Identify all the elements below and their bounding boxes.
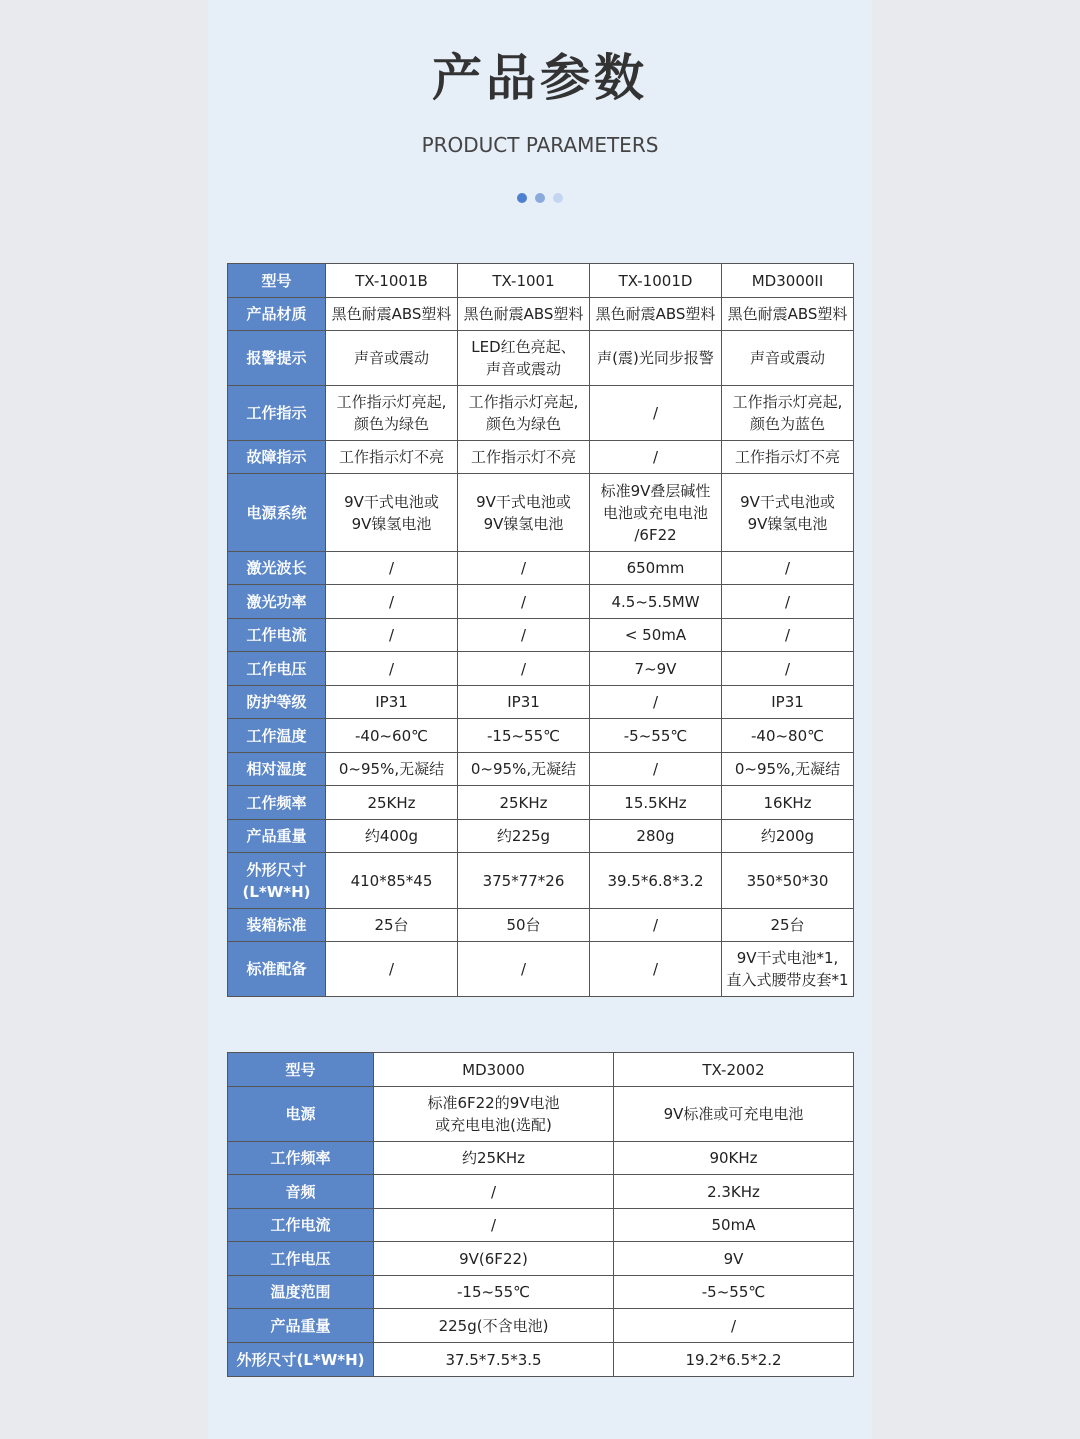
table-cell: /	[326, 552, 458, 585]
table-row	[228, 1276, 854, 1309]
table-row	[228, 753, 854, 786]
table-cell: 7~9V	[590, 652, 722, 686]
table-cell: /	[590, 753, 722, 786]
table-cell: 9V干式电池*1, 直入式腰带皮套*1	[722, 942, 854, 997]
table-row	[228, 1343, 854, 1377]
table-row	[228, 1175, 854, 1209]
table-row	[228, 441, 854, 474]
table-cell: 410*85*45	[326, 853, 458, 909]
table-row	[228, 1309, 854, 1343]
row-header-cell: 工作温度	[228, 719, 326, 753]
table-cell: 黑色耐震ABS塑料	[326, 298, 458, 331]
table-cell: 19.2*6.5*2.2	[614, 1343, 854, 1377]
table-row	[228, 853, 854, 909]
table-cell: 25台	[722, 909, 854, 942]
table-cell: -15~55℃	[374, 1276, 614, 1309]
table-cell: 0~95%,无凝结	[722, 753, 854, 786]
table-cell: IP31	[722, 686, 854, 719]
table-row	[228, 909, 854, 942]
table-row	[228, 298, 854, 331]
row-header-cell: 防护等级	[228, 686, 326, 719]
table-cell: -5~55℃	[590, 719, 722, 753]
table-cell: 9V干式电池或 9V镍氢电池	[458, 474, 590, 552]
table-cell: /	[326, 942, 458, 997]
table-row	[228, 820, 854, 853]
row-header-cell: 外形尺寸 (L*W*H)	[228, 853, 326, 909]
table-row	[228, 1209, 854, 1242]
table-cell: 650mm	[590, 552, 722, 585]
table-row	[228, 619, 854, 652]
row-header-cell: 工作电流	[228, 619, 326, 652]
table-cell: TX-2002	[614, 1053, 854, 1087]
table-cell: MD3000II	[722, 264, 854, 298]
table-row	[228, 1242, 854, 1276]
table-cell: 9V干式电池或 9V镍氢电池	[326, 474, 458, 552]
table-cell: 黑色耐震ABS塑料	[458, 298, 590, 331]
table-cell: /	[326, 585, 458, 619]
product-parameters-page	[208, 0, 872, 1439]
table-cell: 9V标准或可充电电池	[614, 1087, 854, 1142]
table-cell: TX-1001D	[590, 264, 722, 298]
table-cell: 37.5*7.5*3.5	[374, 1343, 614, 1377]
table-cell: 标准6F22的9V电池 或充电电池(选配)	[374, 1087, 614, 1142]
row-header-cell: 标准配备	[228, 942, 326, 997]
table-row	[228, 1142, 854, 1175]
row-header-cell: 音频	[228, 1175, 374, 1209]
table-cell: /	[326, 619, 458, 652]
row-header-cell: 电源系统	[228, 474, 326, 552]
table-row	[228, 552, 854, 585]
table-cell: /	[722, 552, 854, 585]
table-cell: 4.5~5.5MW	[590, 585, 722, 619]
table-row	[228, 386, 854, 441]
table-cell: /	[458, 652, 590, 686]
table-cell: 9V(6F22)	[374, 1242, 614, 1276]
table-cell: LED红色亮起、 声音或震动	[458, 331, 590, 386]
row-header-cell: 故障指示	[228, 441, 326, 474]
table-cell: 0~95%,无凝结	[458, 753, 590, 786]
table-cell: 声(震)光同步报警	[590, 331, 722, 386]
row-header-cell: 型号	[228, 1053, 374, 1087]
page-subtitle: PRODUCT PARAMETERS	[421, 133, 659, 157]
row-header-cell: 温度范围	[228, 1276, 374, 1309]
table-cell: /	[590, 909, 722, 942]
row-header-cell: 工作电流	[228, 1209, 374, 1242]
row-header-cell: 产品材质	[228, 298, 326, 331]
table-cell: /	[722, 619, 854, 652]
row-header-cell: 装箱标准	[228, 909, 326, 942]
table-cell: 16KHz	[722, 786, 854, 820]
table-cell: 25KHz	[326, 786, 458, 820]
table-cell: 2.3KHz	[614, 1175, 854, 1209]
table-row	[228, 331, 854, 386]
table-row	[228, 1053, 854, 1087]
table-cell: MD3000	[374, 1053, 614, 1087]
table-cell: 9V干式电池或 9V镍氢电池	[722, 474, 854, 552]
table-row	[228, 686, 854, 719]
row-header-cell: 激光波长	[228, 552, 326, 585]
dot-icon	[517, 193, 527, 203]
table-cell: 280g	[590, 820, 722, 853]
table-cell: /	[614, 1309, 854, 1343]
row-header-cell: 产品重量	[228, 1309, 374, 1343]
carousel-dots	[208, 188, 872, 200]
table-cell: 50mA	[614, 1209, 854, 1242]
row-header-cell: 工作电压	[228, 1242, 374, 1276]
table-row	[228, 786, 854, 820]
table-cell: /	[458, 619, 590, 652]
table-cell: /	[590, 942, 722, 997]
row-header-cell: 工作电压	[228, 652, 326, 686]
table-cell: 约25KHz	[374, 1142, 614, 1175]
table-cell: -15~55℃	[458, 719, 590, 753]
table-cell: /	[722, 652, 854, 686]
table-row	[228, 652, 854, 686]
table-row	[228, 264, 854, 298]
dot-icon	[535, 193, 545, 203]
table-cell: 50台	[458, 909, 590, 942]
table-cell: 90KHz	[614, 1142, 854, 1175]
table-cell: 15.5KHz	[590, 786, 722, 820]
table-cell: 工作指示灯亮起, 颜色为绿色	[458, 386, 590, 441]
table-cell: IP31	[326, 686, 458, 719]
row-header-cell: 相对湿度	[228, 753, 326, 786]
table-cell: 9V	[614, 1242, 854, 1276]
table-cell: IP31	[458, 686, 590, 719]
table-cell: 工作指示灯不亮	[722, 441, 854, 474]
table-cell: 工作指示灯不亮	[326, 441, 458, 474]
table-cell: 39.5*6.8*3.2	[590, 853, 722, 909]
row-header-cell: 工作频率	[228, 786, 326, 820]
table-cell: 225g(不含电池)	[374, 1309, 614, 1343]
table-cell: 标准9V叠层碱性 电池或充电电池 /6F22	[590, 474, 722, 552]
table-cell: /	[458, 552, 590, 585]
row-header-cell: 激光功率	[228, 585, 326, 619]
table-row	[228, 585, 854, 619]
dot-icon	[553, 193, 563, 203]
table-cell: 黑色耐震ABS塑料	[722, 298, 854, 331]
table-cell: 约200g	[722, 820, 854, 853]
table-cell: /	[458, 585, 590, 619]
table-cell: /	[458, 942, 590, 997]
table-cell: /	[590, 441, 722, 474]
table-cell: -40~60℃	[326, 719, 458, 753]
table-cell: /	[590, 386, 722, 441]
parameters-table-2	[227, 1052, 854, 1377]
table-cell: 工作指示灯不亮	[458, 441, 590, 474]
table-cell: 工作指示灯亮起, 颜色为蓝色	[722, 386, 854, 441]
table-cell: /	[374, 1175, 614, 1209]
table-row	[228, 1087, 854, 1142]
row-header-cell: 电源	[228, 1087, 374, 1142]
page-title: 产品参数	[432, 49, 648, 107]
row-header-cell: 产品重量	[228, 820, 326, 853]
table-cell: -40~80℃	[722, 719, 854, 753]
table-cell: 375*77*26	[458, 853, 590, 909]
table-cell: /	[590, 686, 722, 719]
table-cell: 0~95%,无凝结	[326, 753, 458, 786]
table-cell: TX-1001	[458, 264, 590, 298]
table-cell: 声音或震动	[722, 331, 854, 386]
row-header-cell: 报警提示	[228, 331, 326, 386]
table-cell: 350*50*30	[722, 853, 854, 909]
table-cell: /	[326, 652, 458, 686]
table-cell: 25KHz	[458, 786, 590, 820]
table-row	[228, 474, 854, 552]
row-header-cell: 外形尺寸(L*W*H)	[228, 1343, 374, 1377]
table-cell: 声音或震动	[326, 331, 458, 386]
table-cell: TX-1001B	[326, 264, 458, 298]
row-header-cell: 型号	[228, 264, 326, 298]
table-cell: 工作指示灯亮起, 颜色为绿色	[326, 386, 458, 441]
row-header-cell: 工作频率	[228, 1142, 374, 1175]
table-cell: 黑色耐震ABS塑料	[590, 298, 722, 331]
table-cell: /	[374, 1209, 614, 1242]
table-cell: 25台	[326, 909, 458, 942]
parameters-table-1	[227, 263, 854, 997]
table-cell: 约400g	[326, 820, 458, 853]
table-cell: /	[722, 585, 854, 619]
table-cell: 约225g	[458, 820, 590, 853]
table-row	[228, 719, 854, 753]
row-header-cell: 工作指示	[228, 386, 326, 441]
table-row	[228, 942, 854, 997]
table-cell: < 50mA	[590, 619, 722, 652]
table-cell: -5~55℃	[614, 1276, 854, 1309]
